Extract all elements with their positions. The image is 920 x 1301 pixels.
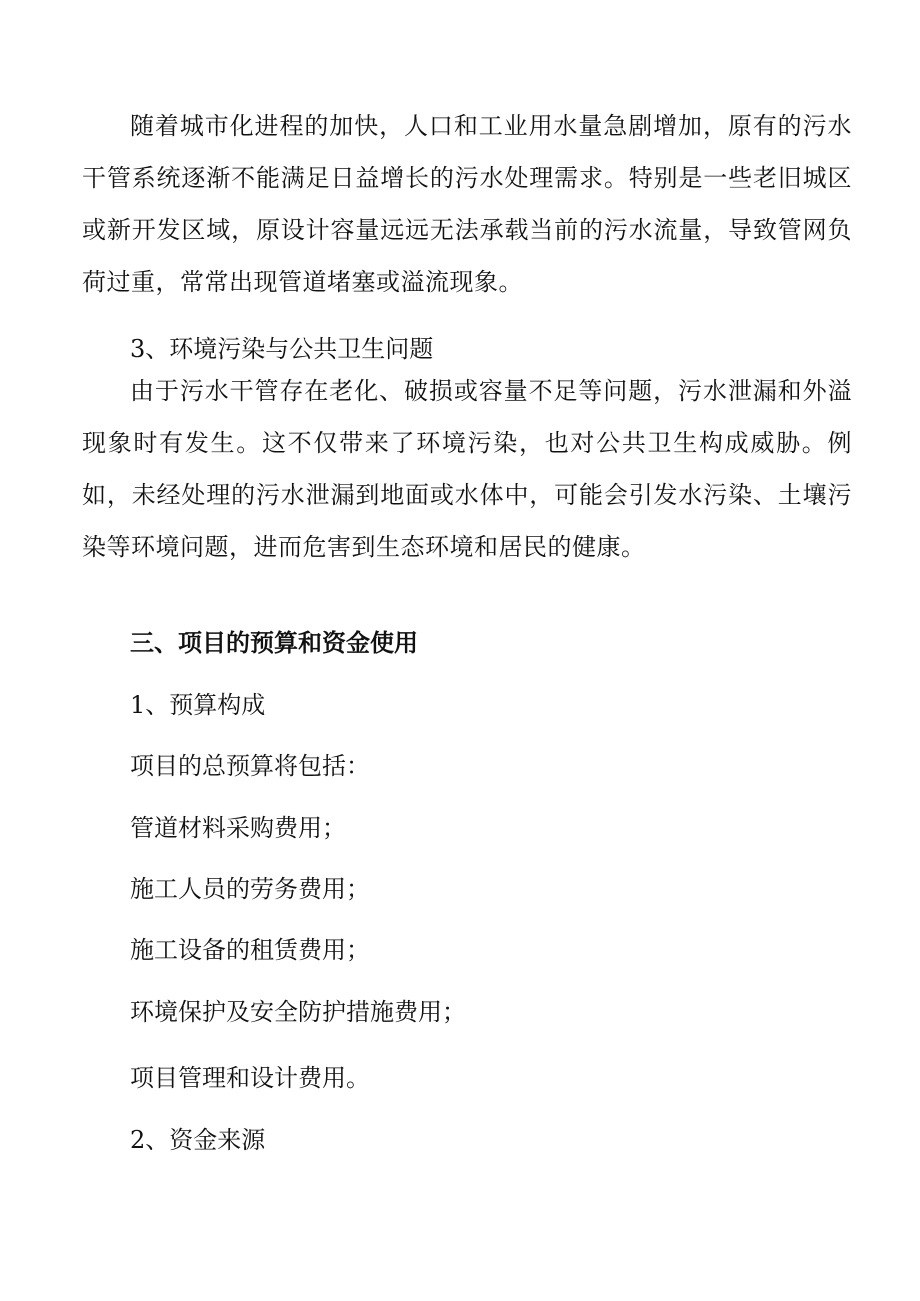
section-title-budget: 三、项目的预算和资金使用 (130, 628, 418, 657)
budget-item-equipment: 施工设备的租赁费用； (130, 936, 370, 964)
subheading-environmental-pollution: 3、环境污染与公共卫生问题 (130, 335, 434, 363)
paragraph-leakage: 由于污水干管存在老化、破损或容量不足等问题，污水泄漏和外溢现象时有发生。这不仅带来了环境污染，也对公共卫生构成威胁。例如，未经处理的污水泄漏到地面或水体中，可能会引发水污染、土壤污染等环境问题，进而危害到生态环境和居民的健康。 (82, 377, 852, 561)
subheading-funding-source: 2、资金来源 (130, 1126, 266, 1154)
budget-item-management: 项目管理和设计费用。 (130, 1064, 370, 1092)
budget-item-labor: 施工人员的劳务费用； (130, 875, 370, 903)
budget-intro: 项目的总预算将包括： (130, 752, 370, 780)
budget-item-safety: 环境保护及安全防护措施费用； (130, 998, 466, 1026)
subheading-budget-composition: 1、预算构成 (130, 691, 266, 719)
paragraph-urbanization: 随着城市化进程的加快，人口和工业用水量急剧增加，原有的污水干管系统逐渐不能满足日益增长的污水处理需求。特别是一些老旧城区或新开发区域，原设计容量远远无法承载当前的污水流量，导致管网负荷过重，常常出现管道堵塞或溢流现象。 (82, 112, 852, 296)
budget-item-materials: 管道材料采购费用； (130, 814, 346, 842)
